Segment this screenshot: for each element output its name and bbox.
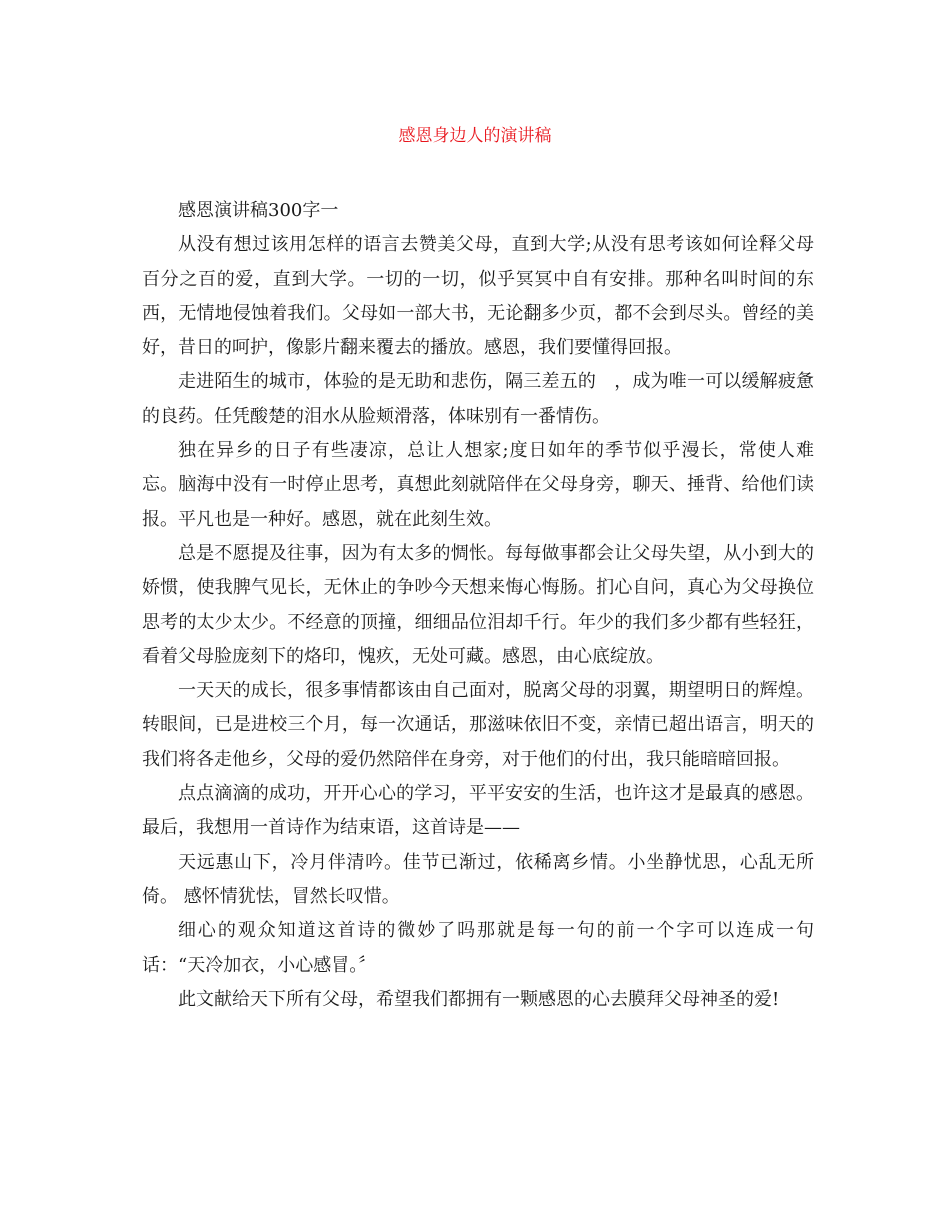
document-title: 感恩身边人的演讲稿 [398,126,552,146]
paragraph: 点点滴滴的成功，开开心心的学习，平平安安的生活，也许这才是最真的感恩。最后，我想用一首诗作为结束语，这首诗是—— [142,783,814,839]
paragraph: 走进陌生的城市，体验的是无助和悲伤，隔三差五的 ，成为唯一可以缓解疲惫的良药。任凭酸楚的泪水从脸颊滑落，体味别有一番情伤。 [142,371,814,427]
closing-paragraph: 此文献给天下所有父母，希望我们都拥有一颗感恩的心去膜拜父母神圣的爱! [178,988,780,1010]
document-body [142,194,814,1017]
poem-paragraph: 天远惠山下，冷月伴清吟。佳节已渐过，依稀离乡情。小坐静忧思，心乱无所倚。 感怀情犹怯，冒然长叹惜。 [142,851,814,907]
paragraph: 一天天的成长，很多事情都该由自己面对，脱离父母的羽翼，期望明日的辉煌。转眼间，已是进校三个月，每一次通话，那滋味依旧不变，亲情已超出语言，明天的我们将各走他乡，父母的爱仍然陪伴在身旁，对于他们的付出，我只能暗暗回报。 [142,680,814,770]
paragraph: 总是不愿提及往事，因为有太多的惆怅。每每做事都会让父母失望，从小到大的娇惯，使我脾气见长，无休止的争吵今天想来悔心悔肠。扪心自问，真心为父母换位思考的太少太少。不经意的顶撞，细细品位泪却千行。年少的我们多少都有些轻狂，看着父母脸庞刻下的烙印，愧疚，无处可藏。感恩，由心底绽放。 [142,542,814,667]
paragraph: 从没有想过该用怎样的语言去赞美父母，直到大学;从没有思考该如何诠释父母百分之百的爱，直到大学。一切的一切，似乎冥冥中自有安排。那种名叫时间的东西，无情地侵蚀着我们。父母如一部大书，无论翻多少页，都不会到尽头。曾经的美好，昔日的呵护，像影片翻来覆去的播放。感恩，我们要懂得回报。 [142,234,814,359]
section-subheading: 感恩演讲稿300字一 [178,200,339,221]
paragraph: 细心的观众知道这首诗的微妙了吗那就是每一句的前一个字可以连成一句话：“天冷加衣，小心感冒。〞 [142,920,814,976]
paragraph: 独在异乡的日子有些凄凉，总让人想家;度日如年的季节似乎漫长，常使人难忘。脑海中没有一时停止思考，真想此刻就陪伴在父母身旁，聊天、捶背、给他们读报。平凡也是一种好。感恩，就在此刻生效。 [142,440,814,530]
